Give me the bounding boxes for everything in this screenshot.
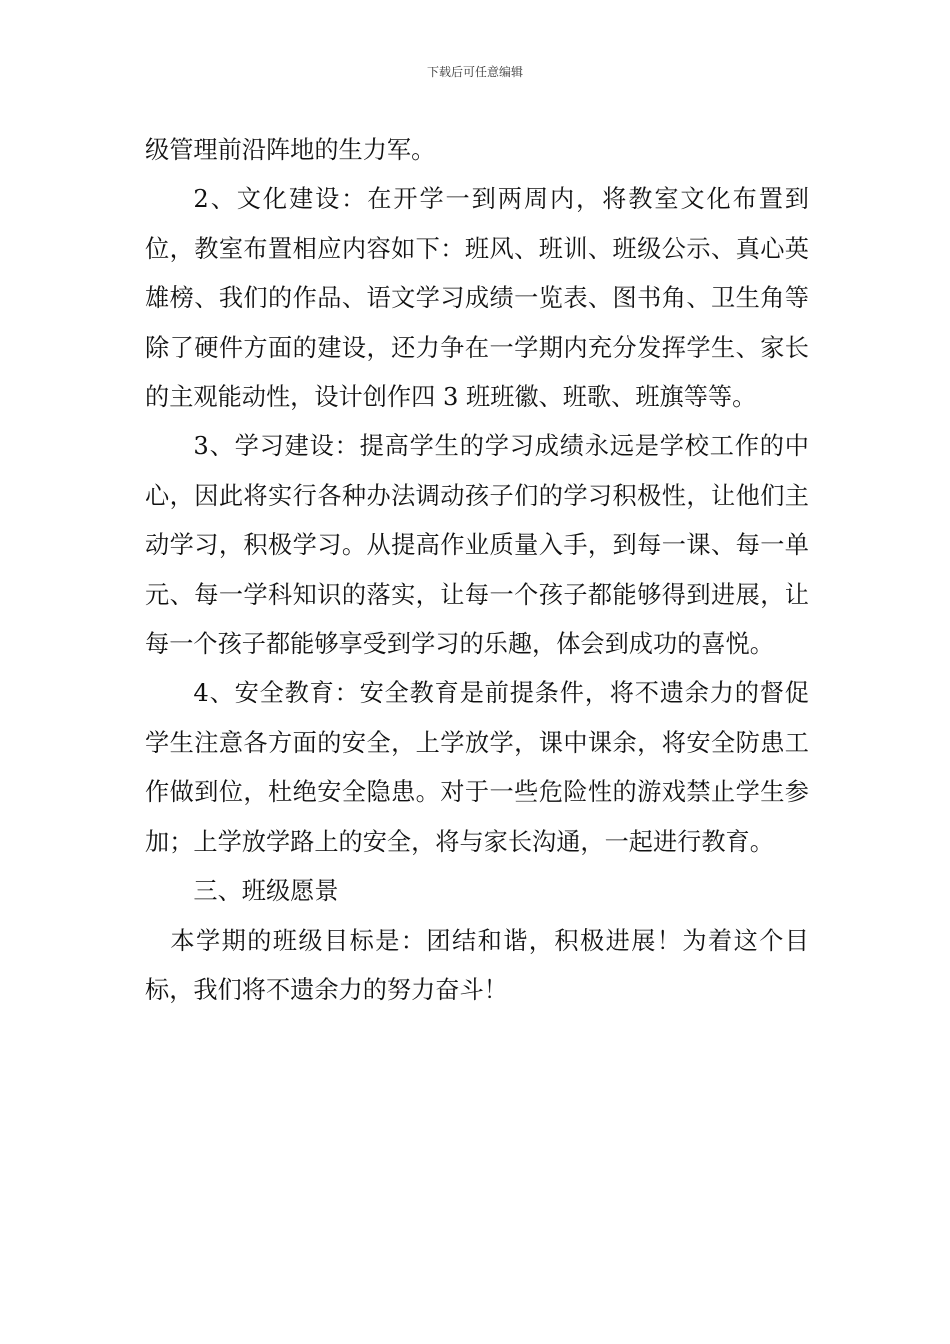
paragraph-study-building: 3、学习建设：提高学生的学习成绩永远是学校工作的中心，因此将实行各种办法调动孩子们的学习积极性，让他们主动学习，积极学习。从提高作业质量入手，到每一课、每一单元、每一学科知识的落实，让每一个孩子都能够得到进展，让每一个孩子都能够享受到学习的乐趣，体会到成功的喜悦。 [145, 432, 809, 659]
section-heading-class-vision: 三、班级愿景 [193, 877, 339, 906]
document-body [145, 126, 809, 1015]
page-header: 下载后可任意编辑 [426, 65, 523, 79]
paragraph-continuation: 级管理前沿阵地的生力军。 [145, 136, 436, 164]
paragraph-class-goal: 本学期的班级目标是：团结和谐，积极进展！为着这个目标，我们将不遗余力的努力奋斗！ [145, 926, 809, 1004]
paragraph-culture-building: 2、文化建设：在开学一到两周内，将教室文化布置到位，教室布置相应内容如下：班风、班训、班级公示、真心英雄榜、我们的作品、语文学习成绩一览表、图书角、卫生角等除了硬件方面的建设，还力争在一学期内充分发挥学生、家长的主观能动性，设计创作四 3 班班徽、班歌、班旗等等。 [145, 185, 809, 412]
paragraph-safety-education: 4、安全教育：安全教育是前提条件，将不遗余力的督促学生注意各方面的安全，上学放学，课中课余，将安全防患工作做到位，杜绝安全隐患。对于一些危险性的游戏禁止学生参加；上学放学路上的安全，将与家长沟通，一起进行教育。 [145, 679, 809, 856]
